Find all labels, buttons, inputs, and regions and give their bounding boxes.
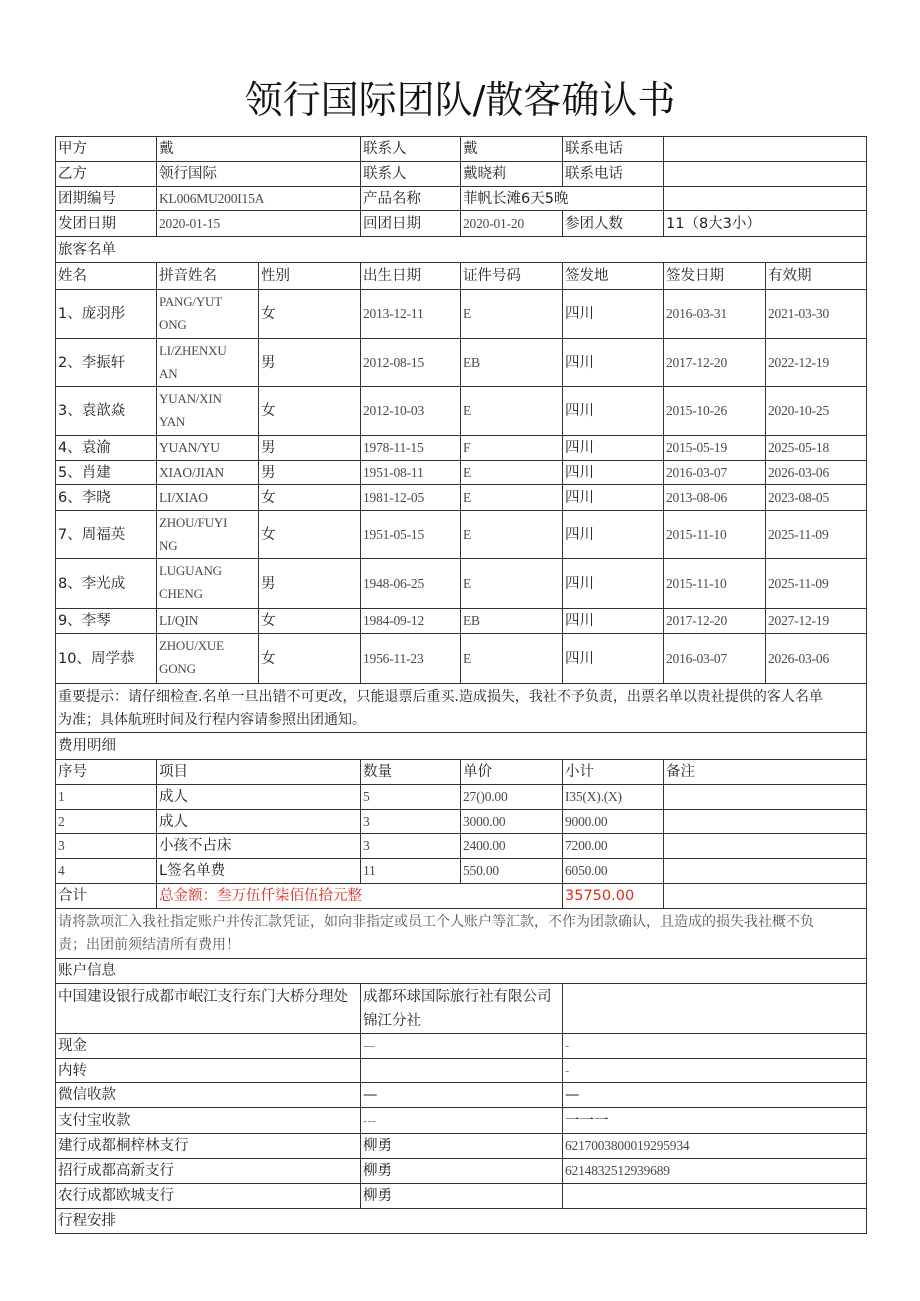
traveller-name: 4、袁渝 — [56, 436, 157, 461]
traveller-gender: 女 — [259, 511, 361, 559]
party-b-row — [56, 162, 867, 187]
traveller-issue-date: 2015-11-10 — [664, 559, 766, 609]
fee-subtotal: 6050.00 — [563, 859, 664, 884]
payment-method: 农行成都欧城支行 — [56, 1184, 361, 1209]
party-a-phone-label: 联系电话 — [563, 137, 664, 162]
accounts-section-row — [56, 959, 867, 984]
fee-qty: 11 — [361, 859, 461, 884]
traveller-gender: 男 — [259, 559, 361, 609]
important-notice: 重要提示：请仔细检查.名单一旦出错不可更改，只能退票后重买.造成损失，我社不予负责，出票名单以贵社提供的客人名单 为准；具体航班时间及行程内容请参照出团通知。 — [56, 684, 867, 733]
fee-item: 成人 — [157, 785, 361, 810]
payment-holder: 柳勇 — [361, 1159, 563, 1184]
traveller-birth-date: 1948-06-25 — [361, 559, 461, 609]
traveller-gender: 男 — [259, 461, 361, 485]
traveller-row — [56, 339, 867, 387]
payment-account: 6217003800019295934 — [563, 1134, 867, 1159]
traveller-expiry-date: 2026-03-06 — [766, 634, 867, 684]
traveller-header-row — [56, 263, 867, 290]
traveller-pinyin: LI/ZHENXU AN — [157, 339, 259, 387]
traveller-issue-place: 四川 — [563, 559, 664, 609]
traveller-pinyin: ZHOU/FUYI NG — [157, 511, 259, 559]
payment-holder: 柳勇 — [361, 1134, 563, 1159]
traveller-birth-date: 1981-12-05 — [361, 485, 461, 511]
fee-total-row — [56, 884, 867, 909]
traveller-gender: 男 — [259, 339, 361, 387]
traveller-pinyin: PANG/YUT ONG — [157, 290, 259, 339]
payment-holder: 柳勇 — [361, 1184, 563, 1209]
payment-holder: — — [361, 1083, 563, 1108]
group-size-label: 参团人数 — [563, 211, 664, 237]
party-a-name: 戴 — [157, 137, 361, 162]
traveller-issue-place: 四川 — [563, 461, 664, 485]
party-a-label: 甲方 — [56, 137, 157, 162]
fee-total-amount: 35750.00 — [563, 884, 664, 909]
traveller-gender: 女 — [259, 634, 361, 684]
traveller-birth-date: 1951-08-11 — [361, 461, 461, 485]
fee-col-header-remark: 备注 — [664, 760, 867, 785]
traveller-name: 6、李晓 — [56, 485, 157, 511]
traveller-expiry-date: 2025-05-18 — [766, 436, 867, 461]
fee-price: 3000.00 — [461, 810, 563, 834]
fee-qty: 3 — [361, 834, 461, 859]
fee-no: 2 — [56, 810, 157, 834]
fee-qty: 3 — [361, 810, 461, 834]
traveller-birth-date: 1951-05-15 — [361, 511, 461, 559]
traveller-issue-place: 四川 — [563, 339, 664, 387]
traveller-expiry-date: 2027-12-19 — [766, 609, 867, 634]
col-header-name: 姓名 — [56, 263, 157, 290]
fee-remark — [664, 810, 867, 834]
traveller-issue-date: 2017-12-20 — [664, 609, 766, 634]
col-header-expiry: 有效期 — [766, 263, 867, 290]
fee-qty: 5 — [361, 785, 461, 810]
fee-row — [56, 834, 867, 859]
traveller-issue-date: 2016-03-07 — [664, 634, 766, 684]
fee-remark — [664, 834, 867, 859]
fee-col-header-price: 单价 — [461, 760, 563, 785]
col-header-issue-place: 签发地 — [563, 263, 664, 290]
party-a-phone — [664, 137, 867, 162]
fee-col-header-qty: 数量 — [361, 760, 461, 785]
traveller-issue-place: 四川 — [563, 634, 664, 684]
col-header-issue-date: 签发日期 — [664, 263, 766, 290]
fee-total-label: 合计 — [56, 884, 157, 909]
traveller-pinyin: XIAO/JIAN — [157, 461, 259, 485]
fee-col-header-no: 序号 — [56, 760, 157, 785]
traveller-document-no: EB — [461, 339, 563, 387]
payment-method: 支付宝收款 — [56, 1108, 361, 1134]
fee-total-words: 总金额：叁万伍仟柒佰伍拾元整 — [157, 884, 563, 909]
fee-no: 1 — [56, 785, 157, 810]
traveller-birth-date: 1956-11-23 — [361, 634, 461, 684]
traveller-birth-date: 2013-12-11 — [361, 290, 461, 339]
traveller-issue-date: 2016-03-07 — [664, 461, 766, 485]
payment-method: 内转 — [56, 1059, 361, 1083]
fee-row — [56, 810, 867, 834]
traveller-document-no: E — [461, 559, 563, 609]
bank-branch: 中国建设银行成都市岷江支行东门大桥分理处 — [56, 984, 361, 1034]
traveller-document-no: E — [461, 634, 563, 684]
traveller-birth-date: 2012-10-03 — [361, 387, 461, 436]
party-b-phone — [664, 162, 867, 187]
notice-row — [56, 684, 867, 733]
fee-col-header-subtotal: 小计 — [563, 760, 664, 785]
traveller-name: 2、李振轩 — [56, 339, 157, 387]
traveller-birth-date: 1984-09-12 — [361, 609, 461, 634]
payment-method: 建行成都桐梓林支行 — [56, 1134, 361, 1159]
payment-method: 招行成都高新支行 — [56, 1159, 361, 1184]
party-b-contact: 戴晓莉 — [461, 162, 563, 187]
traveller-issue-place: 四川 — [563, 387, 664, 436]
traveller-birth-date: 1978-11-15 — [361, 436, 461, 461]
traveller-row — [56, 485, 867, 511]
traveller-birth-date: 2012-08-15 — [361, 339, 461, 387]
traveller-expiry-date: 2026-03-06 — [766, 461, 867, 485]
party-b-name: 领行国际 — [157, 162, 361, 187]
payment-account: — — [563, 1083, 867, 1108]
traveller-row — [56, 290, 867, 339]
fees-section-row — [56, 733, 867, 760]
confirmation-form — [55, 136, 867, 1234]
itinerary-section-row — [56, 1209, 867, 1234]
traveller-document-no: F — [461, 436, 563, 461]
traveller-name: 9、李琴 — [56, 609, 157, 634]
traveller-gender: 男 — [259, 436, 361, 461]
fee-price: 27()0.00 — [461, 785, 563, 810]
payment-holder: --- — [361, 1108, 563, 1134]
traveller-gender: 女 — [259, 609, 361, 634]
payment-method-row — [56, 1134, 867, 1159]
traveller-expiry-date: 2021-03-30 — [766, 290, 867, 339]
party-b-label: 乙方 — [56, 162, 157, 187]
fee-remark — [664, 859, 867, 884]
traveller-name: 3、袁歆焱 — [56, 387, 157, 436]
traveller-issue-date: 2017-12-20 — [664, 339, 766, 387]
payment-holder — [361, 1059, 563, 1083]
traveller-section-title: 旅客名单 — [56, 237, 867, 263]
party-b-contact-label: 联系人 — [361, 162, 461, 187]
group-extra-cell — [664, 187, 867, 211]
payment-method: 现金 — [56, 1034, 361, 1059]
payment-note-row — [56, 909, 867, 959]
fee-no: 3 — [56, 834, 157, 859]
fee-row — [56, 859, 867, 884]
page-title: 领行国际团队/散客确认书 — [244, 78, 676, 122]
traveller-name: 8、李光成 — [56, 559, 157, 609]
traveller-row — [56, 436, 867, 461]
payment-method: 微信收款 — [56, 1083, 361, 1108]
fee-subtotal: I35(X).(X) — [563, 785, 664, 810]
traveller-issue-date: 2015-10-26 — [664, 387, 766, 436]
bank-account-row — [56, 984, 867, 1034]
fee-col-header-item: 项目 — [157, 760, 361, 785]
party-a-contact: 戴 — [461, 137, 563, 162]
traveller-issue-place: 四川 — [563, 436, 664, 461]
itinerary-section-title: 行程安排 — [56, 1209, 867, 1234]
traveller-name: 1、庞羽彤 — [56, 290, 157, 339]
col-header-document: 证件号码 — [461, 263, 563, 290]
payment-account: 6214832512939689 — [563, 1159, 867, 1184]
col-header-birth: 出生日期 — [361, 263, 461, 290]
fee-item: 小孩不占床 — [157, 834, 361, 859]
traveller-row — [56, 461, 867, 485]
col-header-pinyin: 拼音姓名 — [157, 263, 259, 290]
fee-subtotal: 9000.00 — [563, 810, 664, 834]
payment-holder: — — [361, 1034, 563, 1059]
payment-account: 一一一 — [563, 1108, 867, 1134]
traveller-name: 5、肖建 — [56, 461, 157, 485]
traveller-pinyin: YUAN/YU — [157, 436, 259, 461]
fees-section-title: 费用明细 — [56, 733, 867, 760]
traveller-issue-date: 2013-08-06 — [664, 485, 766, 511]
return-date: 2020-01-20 — [461, 211, 563, 237]
traveller-row — [56, 559, 867, 609]
col-header-gender: 性别 — [259, 263, 361, 290]
traveller-pinyin: ZHOU/XUE GONG — [157, 634, 259, 684]
traveller-expiry-date: 2025-11-09 — [766, 511, 867, 559]
traveller-issue-date: 2015-05-19 — [664, 436, 766, 461]
party-a-row — [56, 137, 867, 162]
fee-total-remark — [664, 884, 867, 909]
group-code: KL006MU200I15A — [157, 187, 361, 211]
fees-header-row — [56, 760, 867, 785]
depart-date: 2020-01-15 — [157, 211, 361, 237]
traveller-document-no: E — [461, 387, 563, 436]
traveller-document-no: E — [461, 290, 563, 339]
product-name: 菲帆长滩6天5晚 — [461, 187, 664, 211]
traveller-issue-place: 四川 — [563, 290, 664, 339]
payment-method-row — [56, 1083, 867, 1108]
group-size: 11（8大3小） — [664, 211, 867, 237]
group-code-label: 团期编号 — [56, 187, 157, 211]
traveller-gender: 女 — [259, 387, 361, 436]
traveller-document-no: E — [461, 511, 563, 559]
traveller-issue-date: 2016-03-31 — [664, 290, 766, 339]
traveller-row — [56, 634, 867, 684]
fee-price: 550.00 — [461, 859, 563, 884]
party-a-contact-label: 联系人 — [361, 137, 461, 162]
traveller-row — [56, 609, 867, 634]
traveller-issue-date: 2015-11-10 — [664, 511, 766, 559]
depart-date-label: 发团日期 — [56, 211, 157, 237]
traveller-pinyin: YUAN/XIN YAN — [157, 387, 259, 436]
fee-row — [56, 785, 867, 810]
payment-account: - — [563, 1059, 867, 1083]
schedule-row — [56, 211, 867, 237]
payment-account — [563, 1184, 867, 1209]
traveller-expiry-date: 2025-11-09 — [766, 559, 867, 609]
traveller-pinyin: LUGUANG CHENG — [157, 559, 259, 609]
traveller-row — [56, 387, 867, 436]
traveller-document-no: EB — [461, 609, 563, 634]
payment-note: 请将款项汇入我社指定账户并传汇款凭证，如向非指定或员工个人账户等汇款，不作为团款确认，且造成的损失我社概不负 责；出团前须结清所有费用！ — [56, 909, 867, 959]
accounts-section-title: 账户信息 — [56, 959, 867, 984]
fee-item: 成人 — [157, 810, 361, 834]
traveller-issue-place: 四川 — [563, 609, 664, 634]
traveller-section-row — [56, 237, 867, 263]
traveller-gender: 女 — [259, 290, 361, 339]
traveller-name: 7、周福英 — [56, 511, 157, 559]
traveller-document-no: E — [461, 461, 563, 485]
account-company: 成都环球国际旅行社有限公司 锦江分社 — [361, 984, 563, 1034]
traveller-row — [56, 511, 867, 559]
bank-account-number — [563, 984, 867, 1034]
traveller-pinyin: LI/XIAO — [157, 485, 259, 511]
fee-item: L签名单费 — [157, 859, 361, 884]
traveller-name: 10、周学恭 — [56, 634, 157, 684]
party-b-phone-label: 联系电话 — [563, 162, 664, 187]
traveller-issue-place: 四川 — [563, 485, 664, 511]
traveller-document-no: E — [461, 485, 563, 511]
payment-method-row — [56, 1159, 867, 1184]
traveller-issue-place: 四川 — [563, 511, 664, 559]
traveller-pinyin: LI/QIN — [157, 609, 259, 634]
fee-no: 4 — [56, 859, 157, 884]
payment-method-row — [56, 1184, 867, 1209]
product-label: 产品名称 — [361, 187, 461, 211]
fee-remark — [664, 785, 867, 810]
traveller-expiry-date: 2020-10-25 — [766, 387, 867, 436]
payment-method-row — [56, 1108, 867, 1134]
payment-method-row — [56, 1059, 867, 1083]
fee-price: 2400.00 — [461, 834, 563, 859]
group-row — [56, 187, 867, 211]
traveller-expiry-date: 2022-12-19 — [766, 339, 867, 387]
fee-subtotal: 7200.00 — [563, 834, 664, 859]
traveller-gender: 女 — [259, 485, 361, 511]
payment-method-row — [56, 1034, 867, 1059]
traveller-expiry-date: 2023-08-05 — [766, 485, 867, 511]
return-date-label: 回团日期 — [361, 211, 461, 237]
payment-account: - — [563, 1034, 867, 1059]
